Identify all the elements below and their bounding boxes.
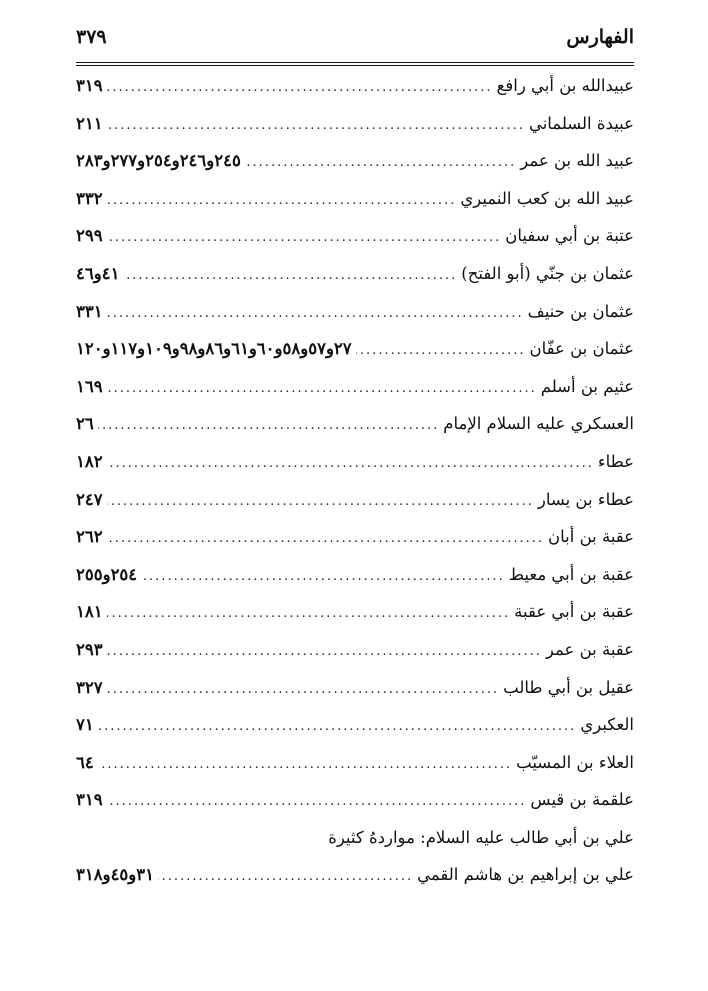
- index-entry: [76, 565, 634, 603]
- index-entry: [76, 189, 634, 227]
- entry-pages: ٣٣١: [76, 301, 103, 321]
- index-page: [76, 26, 634, 903]
- entry-pages: ٢٩٣: [76, 639, 103, 659]
- index-entry: [76, 753, 634, 791]
- entry-name: عقبة بن أبان: [548, 527, 634, 547]
- entry-pages: ١٦٩: [76, 376, 103, 396]
- index-entry: [76, 226, 634, 264]
- entry-pages: ٣١و٤٥و٣١٨: [76, 865, 154, 885]
- entry-name: عتبة بن أبي سفيان: [505, 226, 634, 246]
- index-entry: [76, 790, 634, 828]
- entry-name: عبيد الله بن كعب النميري: [460, 188, 634, 208]
- entry-pages: ١٨٢: [76, 451, 103, 471]
- index-entry: [76, 377, 634, 415]
- leader-dots: [98, 757, 512, 772]
- entry-name: علي بن إبراهيم بن هاشم القمي: [417, 865, 634, 885]
- entry-pages: ٢١١: [76, 113, 103, 133]
- entry-name: علي بن أبي طالب عليه السلام: مواردهُ كثيرة: [328, 827, 634, 847]
- entry-name: عبيد الله بن عمر: [520, 151, 634, 171]
- entry-pages: ٣٣٢: [76, 188, 103, 208]
- leader-dots: [141, 569, 505, 584]
- index-entry: [76, 640, 634, 678]
- entry-pages: ٣١٩: [76, 790, 103, 810]
- leader-dots: [98, 719, 577, 734]
- entry-pages: ٧١: [76, 715, 94, 735]
- header-double-rule: [76, 62, 634, 66]
- leader-dots: [356, 343, 526, 358]
- leader-dots: [107, 80, 493, 95]
- entry-pages: ٣١٩: [76, 76, 103, 95]
- leader-dots: [107, 794, 527, 809]
- leader-dots: [107, 606, 511, 621]
- entry-pages: ١٨١: [76, 602, 103, 622]
- page-header: [76, 26, 634, 60]
- leader-dots: [107, 230, 502, 245]
- index-entry: [76, 678, 634, 716]
- entry-name: عقيل بن أبي طالب: [503, 677, 634, 697]
- entry-pages: ٢٧و٥٧و٥٨و٦٠و٦١و٨٦و٩٨و١٠٩و١١٧و١٢٠: [76, 339, 352, 359]
- index-entry: [76, 828, 634, 866]
- index-entry: [76, 302, 634, 340]
- page-title: الفهارس: [566, 26, 634, 48]
- entry-name: العسكري عليه السلام الإمام: [443, 414, 634, 434]
- index-list: [76, 76, 634, 903]
- leader-dots: [158, 869, 413, 884]
- index-entry: [76, 715, 634, 753]
- leader-dots: [98, 418, 440, 433]
- entry-pages: ٢٦: [76, 414, 94, 434]
- leader-dots: [107, 682, 500, 697]
- entry-pages: ٢٤٧: [76, 489, 103, 509]
- entry-name: العكبري: [580, 715, 634, 735]
- leader-dots: [107, 381, 537, 396]
- entry-name: عثمان بن حنيف: [527, 301, 634, 321]
- entry-pages: ٢٤٥و٢٤٦و٢٥٤و٢٧٧و٢٨٣: [76, 151, 241, 171]
- index-entry: [76, 865, 634, 903]
- index-entry: [76, 527, 634, 565]
- index-entry: [76, 414, 634, 452]
- entry-name: عبيدة السلماني: [528, 113, 634, 133]
- entry-pages: ٦٤: [76, 752, 94, 772]
- entry-name: عثمان بن عفّان: [529, 339, 634, 359]
- entry-pages: ٤١و٤٦: [76, 263, 120, 283]
- entry-name: علقمة بن قيس: [530, 790, 634, 810]
- leader-dots: [107, 456, 594, 471]
- entry-pages: ٣٢٧: [76, 677, 103, 697]
- leader-dots: [107, 306, 524, 321]
- entry-name: عبيدالله بن أبي رافع: [496, 76, 634, 95]
- index-entry: [76, 339, 634, 377]
- entry-pages: ٢٩٩: [76, 226, 103, 246]
- index-entry: [76, 76, 634, 114]
- leader-dots: [123, 268, 457, 283]
- index-entry: [76, 602, 634, 640]
- leader-dots: [107, 118, 525, 133]
- index-entry: [76, 490, 634, 528]
- entry-pages: ٢٥٤و٢٥٥: [76, 564, 138, 584]
- index-entry: [76, 151, 634, 189]
- leader-dots: [107, 531, 544, 546]
- entry-name: عقبة بن أبي عقبة: [514, 602, 634, 622]
- leader-dots: [107, 193, 457, 208]
- entry-name: العلاء بن المسيّب: [516, 752, 634, 772]
- page-number: ٣٧٩: [76, 26, 107, 48]
- leader-dots: [107, 644, 542, 659]
- entry-name: عقبة بن أبي معيط: [508, 564, 634, 584]
- entry-name: عثمان بن جنّي (أبو الفتح): [461, 263, 634, 283]
- entry-name: عطاء: [597, 451, 634, 471]
- entry-name: عثيم بن أسلم: [540, 376, 634, 396]
- index-entry: [76, 114, 634, 152]
- index-entry: [76, 452, 634, 490]
- entry-name: عطاء بن يسار: [537, 489, 634, 509]
- leader-dots: [245, 155, 516, 170]
- entry-pages: ٢٦٢: [76, 527, 103, 547]
- leader-dots: [107, 494, 534, 509]
- entry-name: عقبة بن عمر: [545, 639, 634, 659]
- index-entry: [76, 264, 634, 302]
